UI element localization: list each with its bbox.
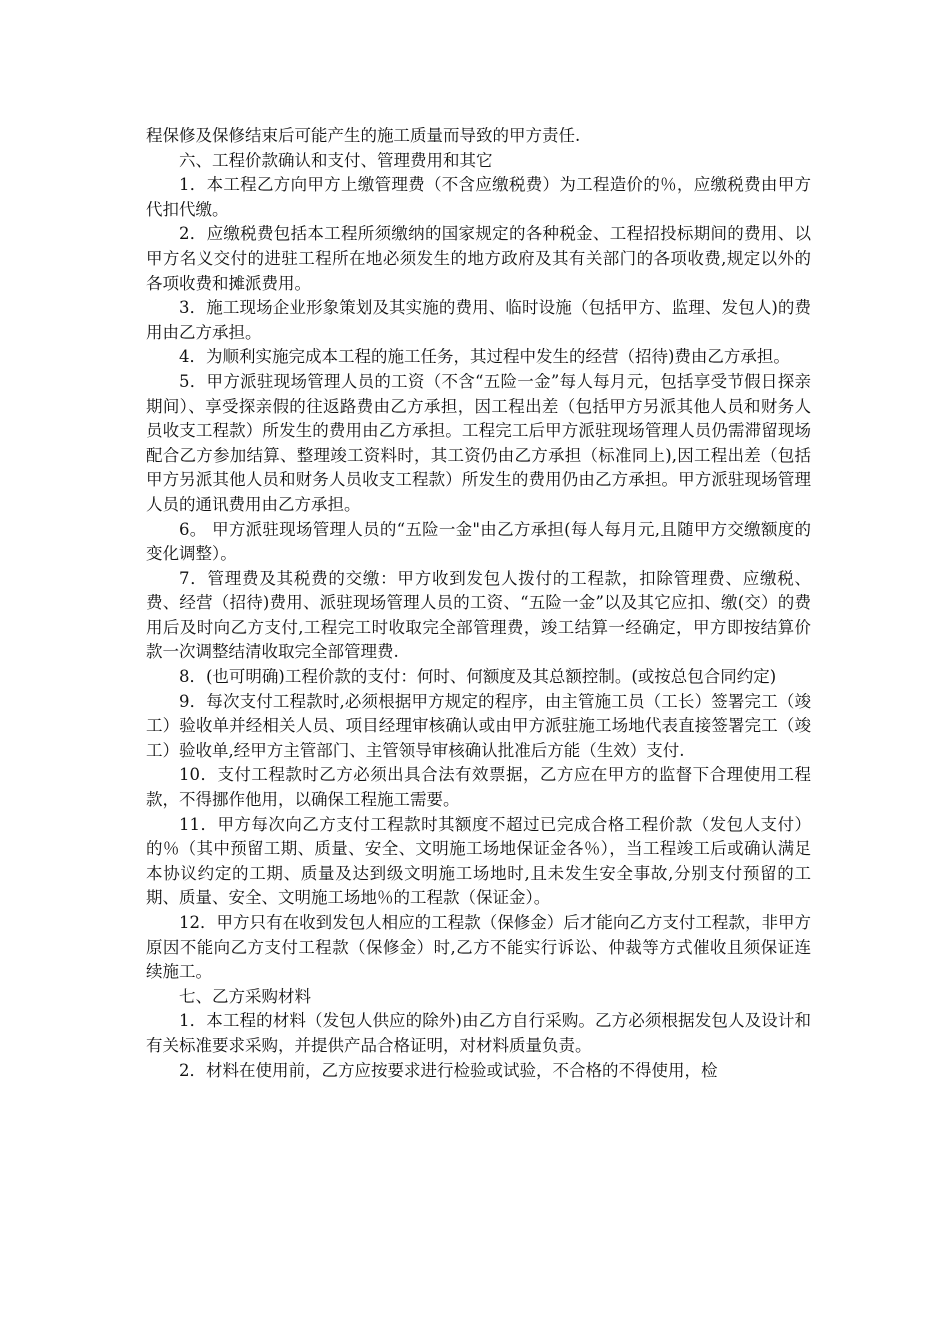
paragraph-item-7: 7．管理费及其税费的交缴：甲方收到发包人拨付的工程款，扣除管理费、应缴税、费、经营（招待)费用、派驻现场管理人员的工资、“五险一金”以及其它应扣、缴(交）的费用后及时向乙方支付,工程完工时收取完全部管理费，竣工结算一经确定，甲方即按结算价款一次调整结清收取完全部管理费. <box>146 568 811 662</box>
paragraph-item-2: 2．应缴税费包括本工程所须缴纳的国家规定的各种税金、工程招投标期间的费用、以甲方名义交付的进驻工程所在地必须发生的地方政府及其有关部门的各项收费,规定以外的各项收费和摊派费用。 <box>146 224 811 293</box>
section-heading-seven: 七、乙方采购材料 <box>179 986 311 1006</box>
paragraph-item-4: 4．为顺利实施完成本工程的施工任务，其过程中发生的经营（招待)费由乙方承担。 <box>179 347 790 367</box>
paragraph-material-2: 2．材料在使用前，乙方应按要求进行检验或试验，不合格的不得使用，检 <box>179 1060 718 1080</box>
document-page <box>146 124 811 1083</box>
paragraph-item-12: 12．甲方只有在收到发包人相应的工程款（保修金）后才能向乙方支付工程款，非甲方原因不能向乙方支付工程款（保修金）时,乙方不能实行诉讼、仲裁等方式催收且须保证连续施工。 <box>146 913 811 982</box>
section-heading-six: 六、工程价款确认和支付、管理费用和其它 <box>179 150 493 170</box>
paragraph-item-1: 1．本工程乙方向甲方上缴管理费（不含应缴税费）为工程造价的％，应缴税费由甲方代扣代缴。 <box>146 175 811 219</box>
paragraph-continuation: 程保修及保修结束后可能产生的施工质量而导致的甲方责任. <box>146 126 581 145</box>
paragraph-item-6: 6。 甲方派驻现场管理人员的“五险一金"由乙方承担(每人每月元,且随甲方交缴额度的变化调整）。 <box>146 519 811 564</box>
paragraph-item-3: 3．施工现场企业形象策划及其实施的费用、临时设施（包括甲方、监理、发包人)的费用由乙方承担。 <box>146 298 811 342</box>
paragraph-item-8: 8．(也可明确)工程价款的支付：何时、何额度及其总额控制。(或按总包合同约定) <box>179 667 777 687</box>
paragraph-item-10: 10．支付工程款时乙方必须出具合法有效票据，乙方应在甲方的监督下合理使用工程款，不得挪作他用，以确保工程施工需要。 <box>146 765 811 810</box>
paragraph-item-9: 9．每次支付工程款时,必须根据甲方规定的程序，由主管施工员（工长）签署完工（竣工）验收单并经相关人员、项目经理审核确认或由甲方派驻施工场地代表直接签署完工（竣工）验收单,经甲方主管部门、主管领导审核确认批准后方能（生效）支付. <box>146 691 811 760</box>
paragraph-item-5: 5．甲方派驻现场管理人员的工资（不含“五险一金”每人每月元，包括享受节假日探亲期间）、享受探亲假的往返路费由乙方承担，因工程出差（包括甲方另派其他人员和财务人员收支工程款）所发生的费用由乙方承担。工程完工后甲方派驻现场管理人员仍需滞留现场配合乙方参加结算、整理竣工资料时，其工资仍由乙方承担（标准同上),因工程出差（包括甲方另派其他人员和财务人员收支工程款）所发生的费用仍由乙方承担。甲方派驻现场管理人员的通讯费用由乙方承担。 <box>146 371 811 514</box>
paragraph-material-1: 1．本工程的材料（发包人供应的除外)由乙方自行采购。乙方必须根据发包人及设计和有关标准要求采购，并提供产品合格证明，对材料质量负责。 <box>146 1011 811 1055</box>
paragraph-item-11: 11．甲方每次向乙方支付工程款时其额度不超过已完成合格工程价款（发包人支付）的％（其中预留工期、质量、安全、文明施工场地保证金各％），当工程竣工后或确认满足本协议约定的工期、质量及达到级文明施工场地时,且未发生安全事故,分别支付预留的工期、质量、安全、文明施工场地％的工程款（保证金）。 <box>146 814 811 908</box>
